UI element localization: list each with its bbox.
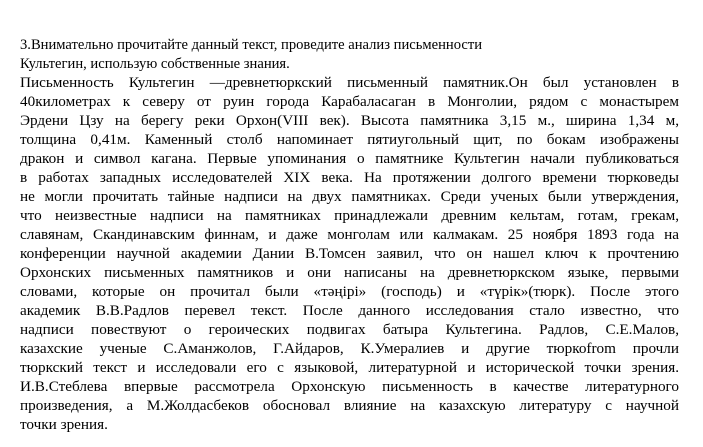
text-line-15: казахские ученые С.Аманжолов, Г.Айдаров, К.Умералиев и другие тюркоfrom прочли xyxy=(20,340,679,357)
text-line-13: академик В.В.Радлов перевел текст. После данного исследования стало известно, что xyxy=(20,302,679,319)
text-line-17: И.В.Стеблева впервые рассмотрела Орхонскую письменность в качестве литературного xyxy=(20,378,679,395)
text-line-3: Эрдени Цзу на берегу реки Орхон(VIII век). Высота памятника 3,15 м., ширина 1,34 м, xyxy=(20,112,679,129)
task-line-1: 3.Внимательно прочитайте данный текст, проведите анализ письменности xyxy=(20,37,483,53)
task-line-2: Культегин, использую собственные знания. xyxy=(20,56,290,72)
text-line-2: 40километрах к северу от руин города Карабаласаган в Монголии, рядом с монастырем xyxy=(20,93,679,110)
text-line-9: славянам, Скандинавским финнам, и даже монголам или калмакам. 25 ноября 1893 года на xyxy=(20,226,679,243)
text-line-6: в работах западных исследователей XIX века. На протяжении долгого времени тюрковеды xyxy=(20,169,679,186)
text-line-5: дракон и символ кагана. Первые упоминания о памятнике Культегин начали публиковаться xyxy=(20,150,679,167)
text-line-4: толщина 0,41м. Каменный столб напоминает пятиугольный щит, по бокам изображены xyxy=(20,131,679,148)
text-line-12: словами, которые он прочитал были «тәңірі» (господь) и «түрік»(тюрк). После этого xyxy=(20,283,679,300)
text-line-7: не могли прочитать тайные надписи на двух памятниках. Среди ученых были утверждения, xyxy=(20,188,679,205)
text-line-10: конференции научной академии Дании В.Томсен заявил, что он нашел ключ к прочтению xyxy=(20,245,679,262)
text-line-14: надписи повествуют о героических подвигах батыра Культегина. Радлов, С.Е.Малов, xyxy=(20,321,679,338)
text-line-18: произведения, а М.Жолдасбеков обосновал влияние на казахскую литературу с научной xyxy=(20,397,679,414)
text-line-11: Орхонских письменных памятников и они написаны на древнетюркском языке, первыми xyxy=(20,264,679,281)
text-line-16: тюркский текст и исследовали его с языковой, литературной и исторической точки зрения. xyxy=(20,359,679,376)
text-line-1: Письменность Культегин —древнетюркский письменный памятник.Он был установлен в xyxy=(20,74,679,91)
text-line-19: точки зрения. xyxy=(20,416,108,433)
text-line-8: что неизвестные надписи на памятниках принадлежали древним кельтам, готам, грекам, xyxy=(20,207,679,224)
